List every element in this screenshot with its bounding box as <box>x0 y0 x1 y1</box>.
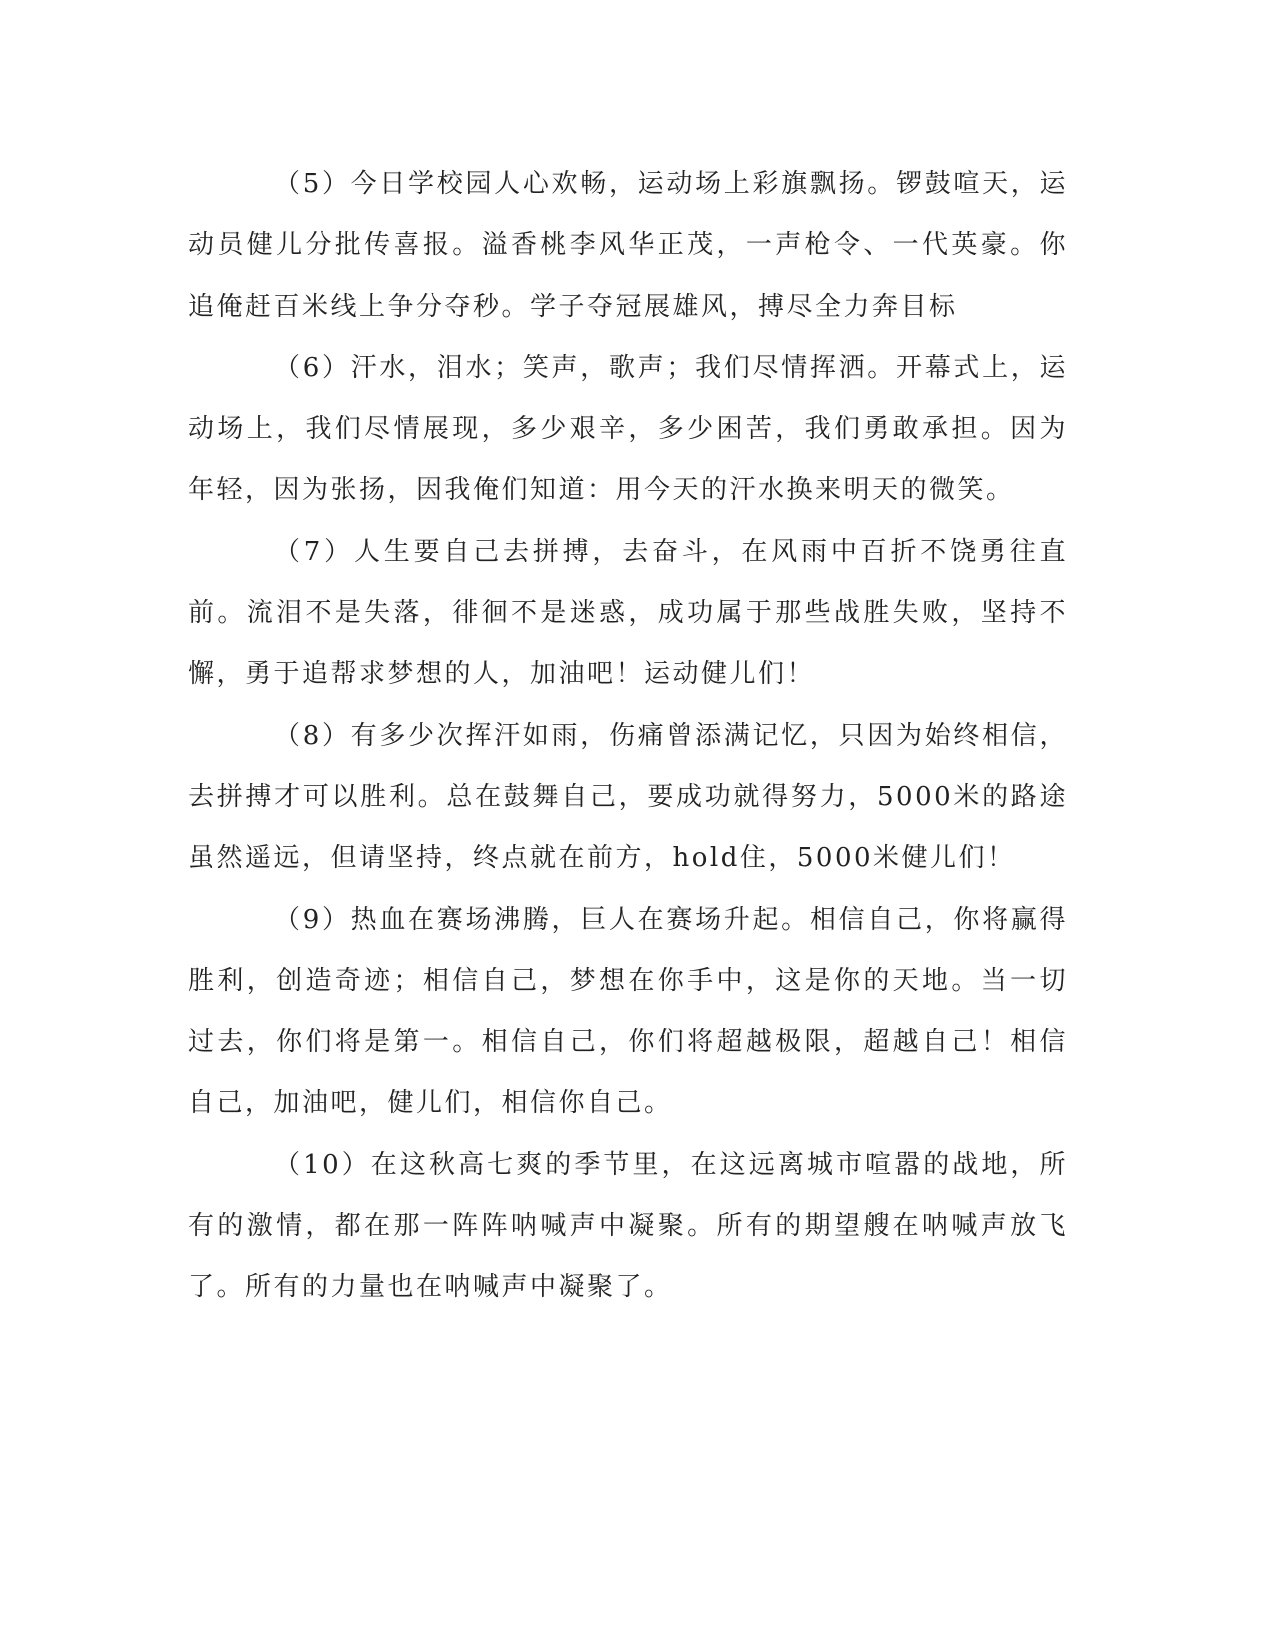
paragraph-10: （10）在这秋高七爽的季节里，在这远离城市喧嚣的战地，所有的激情，都在那一阵阵呐喊声中凝聚。所有的期望艘在呐喊声放飞了。所有的力量也在呐喊声中凝聚了。 <box>188 1149 1068 1303</box>
paragraph-9: （9）热血在赛场沸腾，巨人在赛场升起。相信自己，你将赢得胜利，创造奇迹；相信自己，梦想在你手中，这是你的天地。当一切过去，你们将是第一。相信自己，你们将超越极限，超越自己！相信自己，加油吧，健儿们，相信你自己。 <box>188 904 1068 1119</box>
document-body <box>188 154 1068 1319</box>
paragraph-6: （6）汗水，泪水；笑声，歌声；我们尽情挥洒。开幕式上，运动场上，我们尽情展现，多少艰辛，多少困苦，我们勇敢承担。因为年轻，因为张扬，因我俺们知道：用今天的汗水换来明天的微笑。 <box>188 352 1068 506</box>
paragraph-5: （5）今日学校园人心欢畅，运动场上彩旗飘扬。锣鼓喧天，运动员健儿分批传喜报。溢香桃李风华正茂，一声枪令、一代英豪。你追俺赶百米线上争分夺秒。学子夺冠展雄风，搏尽全力奔目标 <box>188 169 1068 322</box>
paragraph-7: （7）人生要自己去拼搏，去奋斗，在风雨中百折不饶勇往直前。流泪不是失落，徘徊不是迷惑，成功属于那些战胜失败，坚持不懈，勇于追帮求梦想的人，加油吧！运动健儿们！ <box>188 536 1068 690</box>
paragraph-8: （8）有多少次挥汗如雨，伤痛曾添满记忆，只因为始终相信，去拼搏才可以胜利。总在鼓舞自己，要成功就得努力，5000米的路途虽然遥远，但请坚持，终点就在前方，hold住，5000米健儿们！ <box>188 720 1068 874</box>
